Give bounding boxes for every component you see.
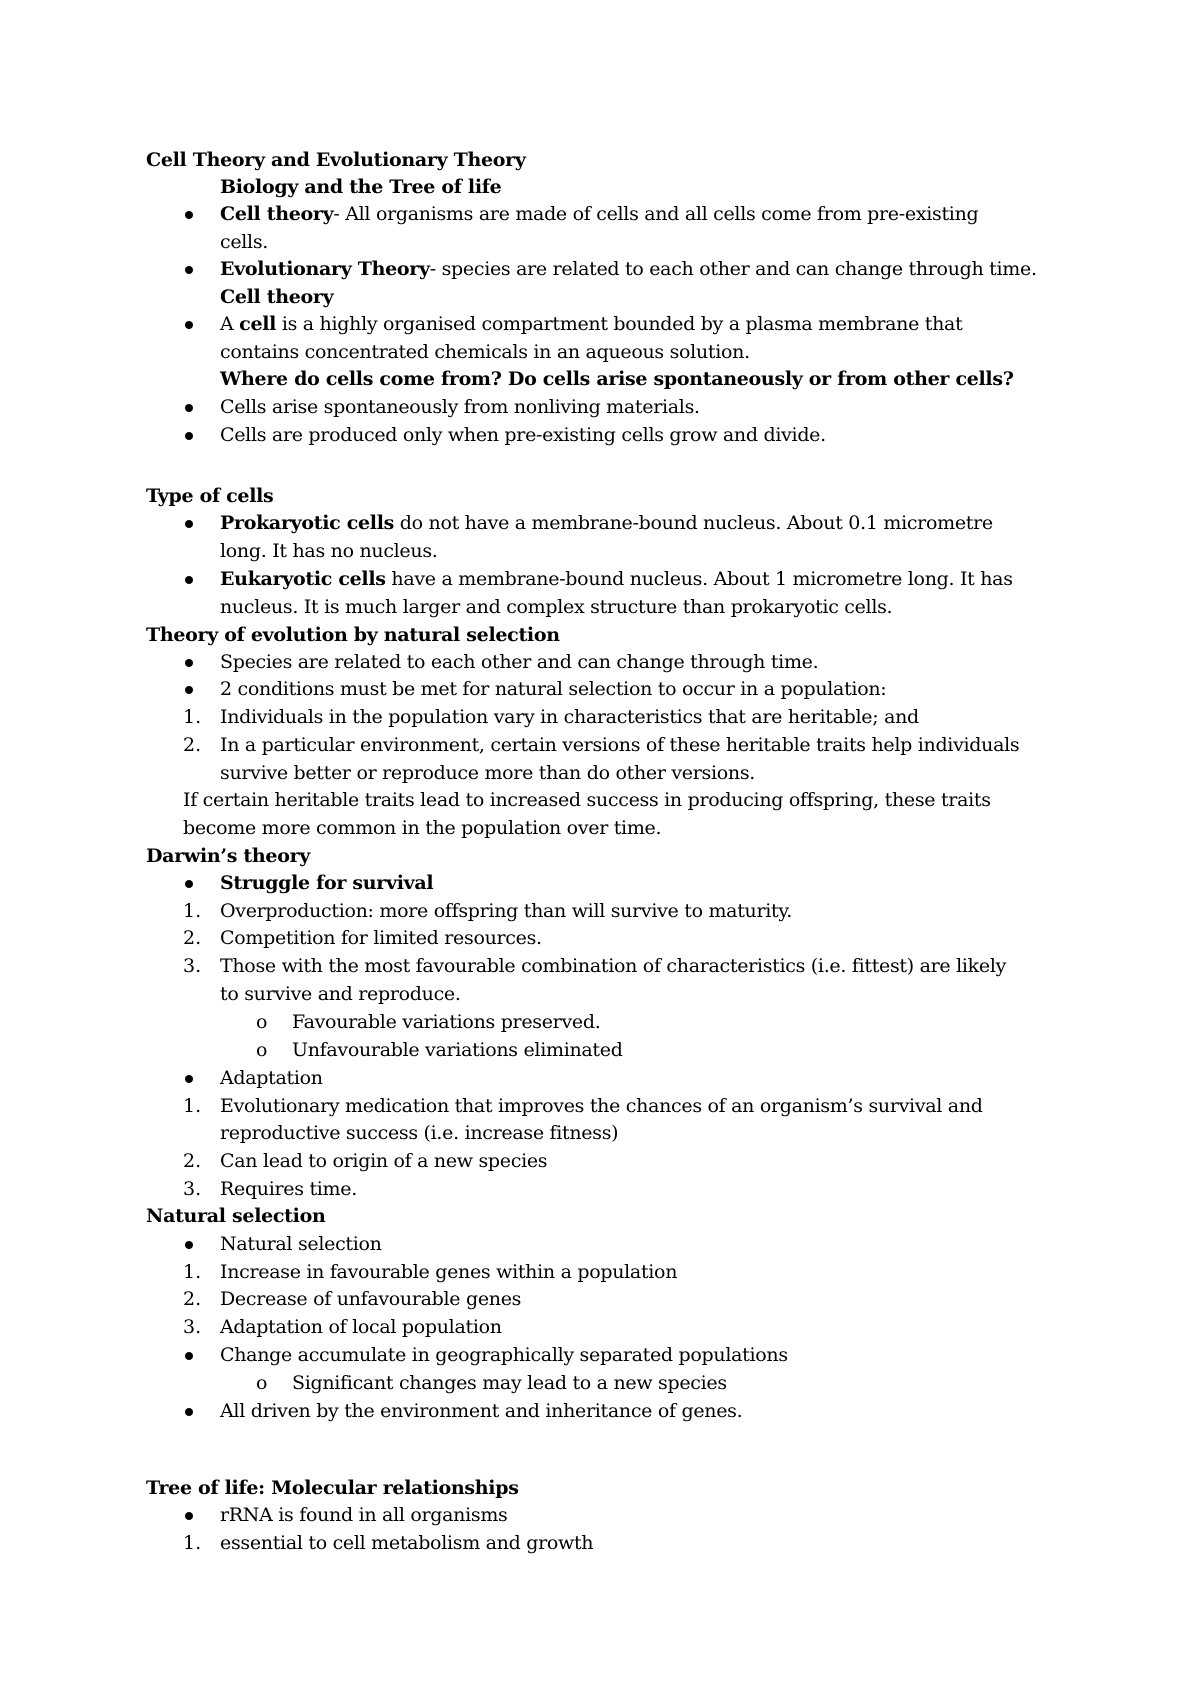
list-item: Adaptation of local population <box>220 1316 502 1338</box>
bullet-dot <box>185 211 193 219</box>
list-item: Evolutionary Theory- species are related to each other and can change through time. <box>220 258 1037 280</box>
list-number: 1. <box>183 1095 202 1117</box>
list-item: essential to cell metabolism and growth <box>220 1532 594 1554</box>
section-heading-evolution: Theory of evolution by natural selection <box>146 624 560 646</box>
sub-bullet: o <box>256 1372 268 1394</box>
list-item-continuation: nucleus. It is much larger and complex structure than prokaryotic cells. <box>220 596 893 618</box>
list-item: A cell is a highly organised compartment bounded by a plasma membrane that <box>220 313 963 335</box>
list-item: In a particular environment, certain versions of these heritable traits help individuals <box>220 734 1020 756</box>
bullet-dot <box>185 266 193 274</box>
section-heading-darwin: Darwin’s theory <box>146 845 311 867</box>
list-item: Adaptation <box>220 1067 323 1089</box>
list-number: 2. <box>183 734 202 756</box>
list-number: 1. <box>183 900 202 922</box>
list-item: Requires time. <box>220 1178 357 1200</box>
list-item-continuation: contains concentrated chemicals in an aqueous solution. <box>220 341 750 363</box>
list-item: Overproduction: more offspring than will survive to maturity. <box>220 900 793 922</box>
list-number: 3. <box>183 955 202 977</box>
section-heading-biology: Biology and the Tree of life <box>220 176 502 198</box>
list-item: Eukaryotic cells have a membrane-bound nucleus. About 1 micrometre long. It has <box>220 568 1013 590</box>
list-item: Change accumulate in geographically separated populations <box>220 1344 788 1366</box>
list-number: 1. <box>183 1261 202 1283</box>
list-number: 1. <box>183 1532 202 1554</box>
list-number: 3. <box>183 1316 202 1338</box>
paragraph-continuation: become more common in the population over time. <box>183 817 662 839</box>
bullet-dot <box>185 1408 193 1416</box>
section-heading-natural-selection: Natural selection <box>146 1205 326 1227</box>
bullet-dot <box>185 880 193 888</box>
list-item: Cells are produced only when pre-existing cells grow and divide. <box>220 424 826 446</box>
list-number: 3. <box>183 1178 202 1200</box>
list-item: All driven by the environment and inheritance of genes. <box>220 1400 743 1422</box>
document-title: Cell Theory and Evolutionary Theory <box>146 149 526 171</box>
list-item: Struggle for survival <box>220 872 434 894</box>
bullet-dot <box>185 1075 193 1083</box>
list-item-continuation: survive better or reproduce more than do other versions. <box>220 762 756 784</box>
question-heading: Where do cells come from? Do cells arise spontaneously or from other cells? <box>220 368 1014 390</box>
list-number: 2. <box>183 1288 202 1310</box>
list-item: Can lead to origin of a new species <box>220 1150 548 1172</box>
list-item: Cells arise spontaneously from nonliving materials. <box>220 396 700 418</box>
paragraph: If certain heritable traits lead to increased success in producing offspring, these traits <box>183 789 991 811</box>
bullet-dot <box>185 1512 193 1520</box>
sub-list-item: Unfavourable variations eliminated <box>292 1039 623 1061</box>
list-item-continuation: reproductive success (i.e. increase fitness) <box>220 1122 619 1144</box>
list-item: 2 conditions must be met for natural selection to occur in a population: <box>220 678 887 700</box>
list-item: Cell theory- All organisms are made of cells and all cells come from pre-existing <box>220 203 979 225</box>
bullet-dot <box>185 520 193 528</box>
list-item: rRNA is found in all organisms <box>220 1504 508 1526</box>
list-item: Those with the most favourable combination of characteristics (i.e. fittest) are likely <box>220 955 1007 977</box>
bullet-dot <box>185 1352 193 1360</box>
list-number: 2. <box>183 1150 202 1172</box>
bullet-dot <box>185 432 193 440</box>
sub-heading-cell-theory: Cell theory <box>220 286 334 308</box>
list-item: Individuals in the population vary in characteristics that are heritable; and <box>220 706 919 728</box>
list-number: 1. <box>183 706 202 728</box>
sub-bullet: o <box>256 1039 268 1061</box>
list-item-continuation: long. It has no nucleus. <box>220 540 438 562</box>
sub-list-item: Significant changes may lead to a new species <box>292 1372 727 1394</box>
list-item: Prokaryotic cells do not have a membrane-bound nucleus. About 0.1 micrometre <box>220 512 993 534</box>
list-item: Evolutionary medication that improves the chances of an organism’s survival and <box>220 1095 983 1117</box>
list-item: Species are related to each other and can change through time. <box>220 651 819 673</box>
sub-list-item: Favourable variations preserved. <box>292 1011 601 1033</box>
bullet-dot <box>185 659 193 667</box>
list-item: Natural selection <box>220 1233 382 1255</box>
bullet-dot <box>185 686 193 694</box>
bullet-dot <box>185 404 193 412</box>
bullet-dot <box>185 321 193 329</box>
list-item: Increase in favourable genes within a population <box>220 1261 678 1283</box>
list-item-continuation: to survive and reproduce. <box>220 983 461 1005</box>
bullet-dot <box>185 576 193 584</box>
list-item: Competition for limited resources. <box>220 927 542 949</box>
section-heading-type-of-cells: Type of cells <box>146 485 274 507</box>
section-heading-tree-of-life: Tree of life: Molecular relationships <box>146 1477 519 1499</box>
list-number: 2. <box>183 927 202 949</box>
sub-bullet: o <box>256 1011 268 1033</box>
bullet-dot <box>185 1241 193 1249</box>
list-item-continuation: cells. <box>220 231 269 253</box>
list-item: Decrease of unfavourable genes <box>220 1288 522 1310</box>
